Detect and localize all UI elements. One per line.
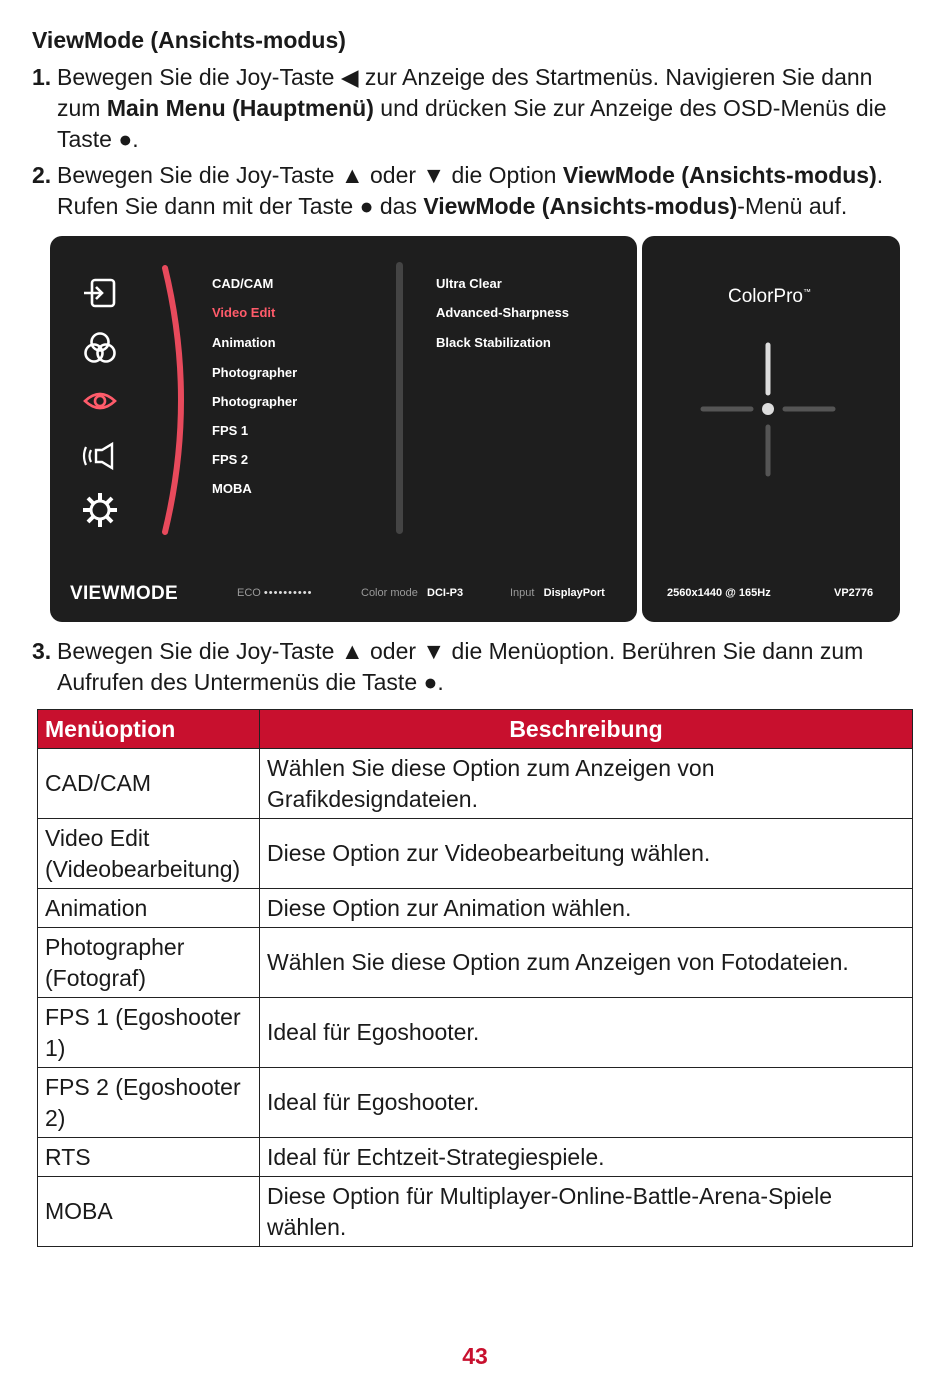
table-row — [38, 819, 913, 889]
step-number: 3. — [32, 638, 52, 664]
step-text: und drücken Sie zur Anzeige des OSD-Menüs die — [373, 95, 887, 121]
step-1 — [32, 62, 912, 155]
color-mode-indicator — [361, 587, 463, 599]
input-icon — [82, 275, 118, 311]
step-3 — [32, 636, 912, 698]
column-header: Menüoption — [38, 710, 260, 749]
step-text: Taste ●. — [57, 126, 139, 152]
osd-submenu-item[interactable]: Black Stabilization — [436, 335, 551, 350]
table-cell-option: RTS — [38, 1138, 260, 1177]
osd-submenu-item[interactable]: Ultra Clear — [436, 276, 502, 291]
resolution-readout: 2560x1440 @ 165Hz — [667, 587, 771, 599]
table-cell-description: Wählen Sie diese Option zum Anzeigen von Fotodateien. — [260, 928, 913, 998]
osd-menu-item[interactable]: MOBA — [212, 481, 252, 496]
eye-icon — [82, 383, 118, 419]
osd-menu-item[interactable]: Video Edit — [212, 305, 276, 320]
color-mode-label: Color mode — [361, 587, 418, 599]
color-mode-value: DCI-P3 — [427, 587, 464, 599]
osd-submenu-item[interactable]: Advanced-Sharpness — [436, 305, 569, 320]
osd-footer-title: VIEWMODE — [70, 583, 178, 604]
table-cell-option: CAD/CAM — [38, 749, 260, 819]
step-text: Bewegen Sie die Joy-Taste ▲ oder ▼ die Menüoption. Berühren Sie dann zum — [57, 638, 864, 664]
osd-menu-item[interactable]: CAD/CAM — [212, 276, 274, 291]
table-row — [38, 1068, 913, 1138]
table-header-row — [38, 710, 913, 749]
osd-menu-item[interactable]: Photographer — [212, 365, 298, 380]
menu-arc — [155, 262, 195, 538]
osd-menu-item[interactable]: Photographer — [212, 394, 298, 409]
brand-logo: ColorPro™ — [728, 286, 811, 307]
table-cell-description: Diese Option zur Videobearbeitung wählen. — [260, 819, 913, 889]
osd-main-panel — [50, 236, 637, 622]
table-cell-option: MOBA — [38, 1177, 260, 1247]
step-text: Aufrufen des Untermenüs die Taste ●. — [57, 669, 444, 695]
table-row — [38, 889, 913, 928]
table-cell-description: Diese Option zur Animation wählen. — [260, 889, 913, 928]
step-text: -Menü auf. — [737, 193, 848, 219]
step-emphasis: ViewMode (Ansichts-modus) — [562, 162, 877, 188]
input-label: Input — [510, 587, 535, 599]
eco-level-dots: •••••••••• — [263, 587, 313, 599]
osd-menu-item[interactable]: FPS 2 — [212, 452, 249, 467]
step-2 — [32, 160, 912, 222]
osd-menu-item[interactable]: Animation — [212, 335, 276, 350]
gear-icon — [82, 492, 118, 528]
table-row — [38, 749, 913, 819]
model-name: VP2776 — [834, 587, 874, 599]
joystick-icon — [698, 340, 838, 480]
menu-options-table — [37, 709, 913, 1247]
page-number: 43 — [462, 1343, 488, 1369]
eco-indicator — [237, 587, 312, 599]
table-cell-option: Video Edit (Videobearbeitung) — [38, 819, 260, 889]
osd-scrollbar[interactable] — [396, 262, 403, 534]
input-value: DisplayPort — [543, 587, 605, 599]
input-indicator — [510, 587, 605, 599]
section-heading: ViewMode (Ansichts-modus) — [32, 27, 346, 53]
table-row — [38, 998, 913, 1068]
table-cell-option: Animation — [38, 889, 260, 928]
step-emphasis: ViewMode (Ansichts-modus) — [423, 193, 738, 219]
table-cell-option: FPS 1 (Egoshooter 1) — [38, 998, 260, 1068]
table-cell-description: Wählen Sie diese Option zum Anzeigen von Grafikdesigndateien. — [260, 749, 913, 819]
column-header: Beschreibung — [260, 710, 913, 749]
table-cell-option: Photographer (Fotograf) — [38, 928, 260, 998]
eco-label: ECO — [237, 587, 261, 599]
step-text: Bewegen Sie die Joy-Taste ▲ oder ▼ die Option — [57, 162, 563, 188]
table-cell-description: Diese Option für Multiplayer-Online-Battle-Arena-Spiele wählen. — [260, 1177, 913, 1247]
step-number: 2. — [32, 162, 52, 188]
audio-icon — [82, 438, 118, 474]
table-cell-description: Ideal für Egoshooter. — [260, 998, 913, 1068]
step-text: . — [876, 162, 884, 188]
table-cell-option: FPS 2 (Egoshooter 2) — [38, 1068, 260, 1138]
step-emphasis: Main Menu (Hauptmenü) — [106, 95, 374, 121]
table-cell-description: Ideal für Egoshooter. — [260, 1068, 913, 1138]
table-row — [38, 1138, 913, 1177]
osd-menu-item[interactable]: FPS 1 — [212, 423, 249, 438]
step-text: Bewegen Sie die Joy-Taste ◀ zur Anzeige des Startmenüs. Navigieren Sie dann — [57, 64, 873, 90]
table-row — [38, 928, 913, 998]
step-text: Rufen Sie dann mit der Taste ● das — [57, 193, 424, 219]
step-text: zum — [57, 95, 107, 121]
step-number: 1. — [32, 64, 52, 90]
color-icon — [82, 330, 118, 366]
table-cell-description: Ideal für Echtzeit-Strategiespiele. — [260, 1138, 913, 1177]
table-row — [38, 1177, 913, 1247]
